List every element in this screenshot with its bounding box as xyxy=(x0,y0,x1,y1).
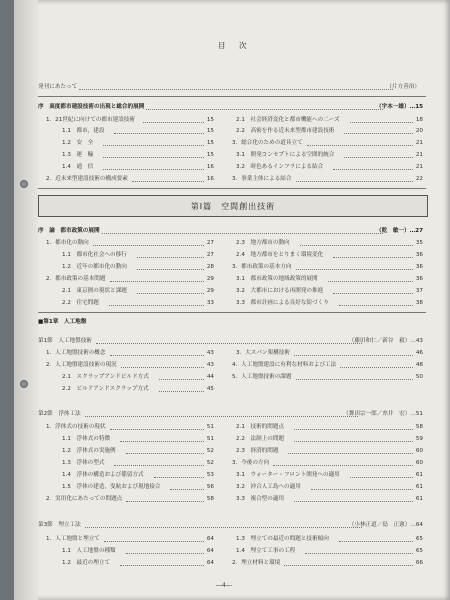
toc-entry-page: （乾 敏一）…27 xyxy=(376,228,423,234)
toc-entry-page: 15 xyxy=(206,128,214,134)
toc-entry-title: 2.3 地方都市の動向 xyxy=(236,240,290,246)
leader-dots xyxy=(340,367,412,368)
leader-dots xyxy=(120,441,204,442)
toc-entry-page: 16 xyxy=(206,176,214,182)
toc-entry-title: 1.1 浮体式の特徴 xyxy=(62,436,111,442)
leader-dots xyxy=(85,527,362,528)
leader-dots xyxy=(296,181,413,182)
toc-entry-page: 27 xyxy=(206,252,214,258)
toc-entry-title: 4．人工地盤建設に有利な材料および工法 xyxy=(232,362,337,368)
toc-entry-title: 第1節 人工地盤技術 xyxy=(38,338,92,344)
leader-dots xyxy=(93,245,204,246)
leader-dots xyxy=(110,429,204,430)
leader-dots xyxy=(333,293,412,294)
toc-entry-page: 64 xyxy=(206,548,214,554)
toc-entry-page: 46 xyxy=(415,350,423,356)
toc-entry-page: 45 xyxy=(206,386,214,392)
toc-entry-title: 第3節 埋立工法 xyxy=(38,522,81,528)
leader-dots xyxy=(104,541,204,542)
toc-entry-page: 43 xyxy=(206,362,214,368)
leader-dots xyxy=(109,305,204,306)
toc-entry-title: 2.2 高密を作る近未来型都市建設技術 xyxy=(236,128,335,134)
leader-dots xyxy=(85,416,358,417)
toc-entry-title: 5．人工地盤技術の課題 xyxy=(232,374,292,380)
toc-entry-page: 21 xyxy=(415,140,423,146)
rule xyxy=(38,188,426,189)
toc-entry-title: 2．都市政策の基本問題 xyxy=(46,276,106,282)
leader-dots xyxy=(103,169,203,170)
leader-dots xyxy=(96,343,362,344)
leader-dots xyxy=(344,157,412,158)
toc-entry-page: 61 xyxy=(415,472,423,478)
toc-entry-title: 1.2 安 全 xyxy=(62,140,94,146)
toc-entry-page: 21 xyxy=(415,164,423,170)
toc-entry-title: 2．実用化にあたっての問題点 xyxy=(46,496,123,502)
toc-entry-page: 50 xyxy=(415,374,423,380)
rule xyxy=(38,96,426,97)
toc-entry-title: 1．浮体式の技術の現状 xyxy=(46,424,106,430)
toc-entry-page: 29 xyxy=(206,276,214,282)
toc-entry-page: 58 xyxy=(206,496,214,502)
leader-dots xyxy=(126,553,204,554)
toc-entry-title: 1．21世紀に向けての都市建設技術 xyxy=(46,117,135,123)
leader-dots xyxy=(284,565,412,566)
toc-entry-page: 21 xyxy=(415,152,423,158)
toc-entry-page: 65 xyxy=(415,536,423,542)
leader-dots xyxy=(159,391,203,392)
toc-entry-title: 3.2 沖合人工島への適用 xyxy=(236,484,301,490)
leader-dots xyxy=(296,379,413,380)
leader-dots xyxy=(159,379,203,380)
toc-entry-title: 1.1 人工地盤の種類 xyxy=(62,548,116,554)
toc-entry-title: 序 高度都市建設技術の出現と総合的展開 xyxy=(38,104,145,110)
toc-entry-title: 2.1 社会経済変化と都市機能への二ーズ xyxy=(236,117,340,123)
binder-margin xyxy=(14,0,38,600)
leader-dots xyxy=(344,133,412,134)
toc-entry-title: 1.2 浮体式の実施例 xyxy=(62,448,116,454)
leader-dots xyxy=(333,257,412,258)
leader-dots xyxy=(146,109,383,110)
leader-dots xyxy=(350,122,413,123)
toc-entry-page: （宇本一雄）…15 xyxy=(376,104,423,110)
leader-dots xyxy=(339,305,413,306)
toc-entry-page: 20 xyxy=(415,128,423,134)
toc-entry-page: 59 xyxy=(415,436,423,442)
chapter-heading: ■第1章 人工地盤 xyxy=(38,319,87,325)
toc-entry-title: 3.1 ウォーター・フロント開発への適用 xyxy=(236,472,340,478)
leader-dots xyxy=(143,122,203,123)
toc-entry-title: 2．近未来型建設技術の構成要素 xyxy=(46,176,128,182)
toc-entry-page: 43 xyxy=(206,350,214,356)
toc-entry-title: 1．人工地盤と埋立て xyxy=(46,536,100,542)
toc-entry-title: 2．埋立材料と環境 xyxy=(232,560,281,566)
toc-entry-title: 2.3 経済的問題 xyxy=(236,448,279,454)
toc-entry-page: 65 xyxy=(415,548,423,554)
toc-entry-title: 2.2 法制上の問題 xyxy=(236,436,285,442)
toc-entry-page: 35 xyxy=(415,240,423,246)
toc-entry-page: （藤田和仁／新谷 毅）…43 xyxy=(348,338,423,344)
toc-entry-page: 48 xyxy=(415,362,423,368)
toc-entry-page: 22 xyxy=(415,176,423,182)
toc-entry-page: 64 xyxy=(206,536,214,542)
toc-entry-page: 60 xyxy=(415,460,423,466)
toc-entry-page: 29 xyxy=(206,288,214,294)
toc-entry-title: 1.4 埋立て工事の工程 xyxy=(236,548,296,554)
toc-entry-title: 2.1 東京圏の現状と課題 xyxy=(62,288,127,294)
binder-hole xyxy=(20,180,28,188)
leader-dots xyxy=(132,181,204,182)
leader-dots xyxy=(305,553,412,554)
leader-dots xyxy=(154,477,204,478)
leader-dots xyxy=(294,441,413,442)
toc-entry-title: 1.2 近年の都市化の動向 xyxy=(62,264,127,270)
toc-entry-title: 3．総合化のための道具立て xyxy=(232,140,303,146)
leader-dots xyxy=(120,565,204,566)
toc-entry-page: 33 xyxy=(206,300,214,306)
toc-entry-title: 3．事業主体による結合 xyxy=(232,176,292,182)
toc-entry-title: 1.1 都市化社会への移行 xyxy=(62,252,127,258)
leader-dots xyxy=(296,269,413,270)
toc-entry-title: 1.5 浮体の建造，曳航および現地接合 xyxy=(62,484,161,490)
leader-dots xyxy=(350,477,413,478)
leader-dots xyxy=(79,89,393,90)
toc-entry-title: 3.2 時色あるインフラによる結合 xyxy=(236,164,324,170)
toc-entry-page: 53 xyxy=(206,472,214,478)
toc-entry-page: 56 xyxy=(206,484,214,490)
toc-entry-page: 66 xyxy=(415,560,423,566)
toc-entry-title: 1.3 浮体の型式 xyxy=(62,460,105,466)
leader-dots xyxy=(103,157,203,158)
toc-entry-title: 2.1 技術的問題点 xyxy=(236,424,285,430)
leader-dots xyxy=(294,355,413,356)
toc-entry-page: （小林正道／島 正憲）…64 xyxy=(348,522,423,528)
leader-dots xyxy=(311,489,413,490)
toc-entry-title: 序 論 都市政策の展開 xyxy=(38,228,100,234)
leader-dots xyxy=(121,367,204,368)
toc-entry-page: 28 xyxy=(206,264,214,270)
toc-entry-page: 16 xyxy=(206,164,214,170)
leader-dots xyxy=(307,145,413,146)
toc-entry-page: 64 xyxy=(206,560,214,566)
toc-entry-page: 44 xyxy=(206,374,214,380)
leader-dots xyxy=(102,233,384,234)
leader-dots xyxy=(114,133,203,134)
leader-dots xyxy=(300,245,413,246)
toc-entry-title: 1.3 埋立ての最近の問題と技術傾向 xyxy=(236,536,329,542)
toc-entry-page: 61 xyxy=(415,484,423,490)
leader-dots xyxy=(170,489,203,490)
rule xyxy=(38,312,426,313)
toc-entry-title: 2.4 地方都市をとりまく環境変化 xyxy=(236,252,324,258)
leader-dots xyxy=(294,501,413,502)
toc-entry-title: 2．人工地盤建設技術の現況 xyxy=(46,362,117,368)
leader-dots xyxy=(103,145,203,146)
toc-entry-page: 38 xyxy=(415,300,423,306)
toc-entry-title: 3．大スパン架構技術 xyxy=(236,350,290,356)
leader-dots xyxy=(273,465,412,466)
toc-entry-page: 60 xyxy=(415,448,423,454)
toc-entry-page: 27 xyxy=(206,240,214,246)
toc-entry-page: 61 xyxy=(415,496,423,502)
toc-entry-page: 52 xyxy=(206,448,214,454)
leader-dots xyxy=(110,281,204,282)
toc-entry-page: 51 xyxy=(206,424,214,430)
toc-entry-title: 1．人工地盤技術の概念 xyxy=(46,350,106,356)
toc-entry-title: 1.1 都市，建設 xyxy=(62,128,105,134)
toc-entry-page: 15 xyxy=(206,117,214,123)
page-number: ―4― xyxy=(216,582,232,589)
toc-entry-page: 36 xyxy=(415,252,423,258)
toc-entry-title: 3.1 開発コンセプトによる空間的統合 xyxy=(236,152,335,158)
leader-dots xyxy=(294,429,413,430)
leader-dots xyxy=(114,465,203,466)
toc-entry-page: 36 xyxy=(415,276,423,282)
leader-dots xyxy=(333,169,412,170)
toc-entry-title: 3.3 都市計画による良好な街づくり xyxy=(236,300,329,306)
toc-entry-page: 52 xyxy=(206,460,214,466)
toc-entry-title: 2.2 ビルドアンドスクラップ方式 xyxy=(62,386,149,392)
leader-dots xyxy=(137,269,204,270)
leader-dots xyxy=(339,541,413,542)
toc-entry-title: 3.1 都市政策の地域政策的展開 xyxy=(236,276,318,282)
toc-entry-title: 1．都市化の動向 xyxy=(46,240,89,246)
toc-entry-page: 36 xyxy=(415,264,423,270)
binder-hole xyxy=(20,380,28,388)
toc-entry-page: （舞田宗一郎／糸井 宏）…51 xyxy=(343,411,423,417)
leader-dots xyxy=(288,453,412,454)
toc-entry-title: 発刊にあたって xyxy=(38,84,78,90)
leader-dots xyxy=(126,501,203,502)
toc-entry-title: 2.1 スクラップアンドビルド方式 xyxy=(62,374,149,380)
toc-title: 目 次 xyxy=(218,41,250,50)
toc-entry-title: 2.2 住宅問題 xyxy=(62,300,99,306)
toc-entry-title: 3．都市政策の基本方向 xyxy=(232,264,292,270)
toc-entry-title: 3.2 大都市における再開発の推進 xyxy=(236,288,324,294)
leader-dots xyxy=(328,281,413,282)
part-title: 第Ⅰ篇 空間創出技術 xyxy=(190,202,276,211)
toc-entry-title: 第2節 浮体工法 xyxy=(38,411,81,417)
toc-entry-title: 1.2 最近の埋立て xyxy=(62,560,111,566)
toc-entry-page: 51 xyxy=(206,436,214,442)
toc-entry-page: 18 xyxy=(415,117,423,123)
toc-entry-title: 3.3 複合型の適用 xyxy=(236,496,285,502)
toc-entry-page: 15 xyxy=(206,140,214,146)
toc-entry-title: 1.4 浮体の構造および係留方式 xyxy=(62,472,144,478)
leader-dots xyxy=(137,293,204,294)
toc-entry-title: 3．今後の方向 xyxy=(232,460,270,466)
toc-entry-page: （片方善治） xyxy=(386,84,420,90)
toc-entry-page: 37 xyxy=(415,288,423,294)
leader-dots xyxy=(137,257,204,258)
leader-dots xyxy=(110,355,204,356)
toc-entry-page: 58 xyxy=(415,424,423,430)
toc-entry-title: 1.4 通 信 xyxy=(62,164,94,170)
toc-entry-title: 1.3 運 輸 xyxy=(62,152,94,158)
toc-entry-page: 15 xyxy=(206,152,214,158)
part-heading-box xyxy=(38,195,428,217)
leader-dots xyxy=(126,453,204,454)
